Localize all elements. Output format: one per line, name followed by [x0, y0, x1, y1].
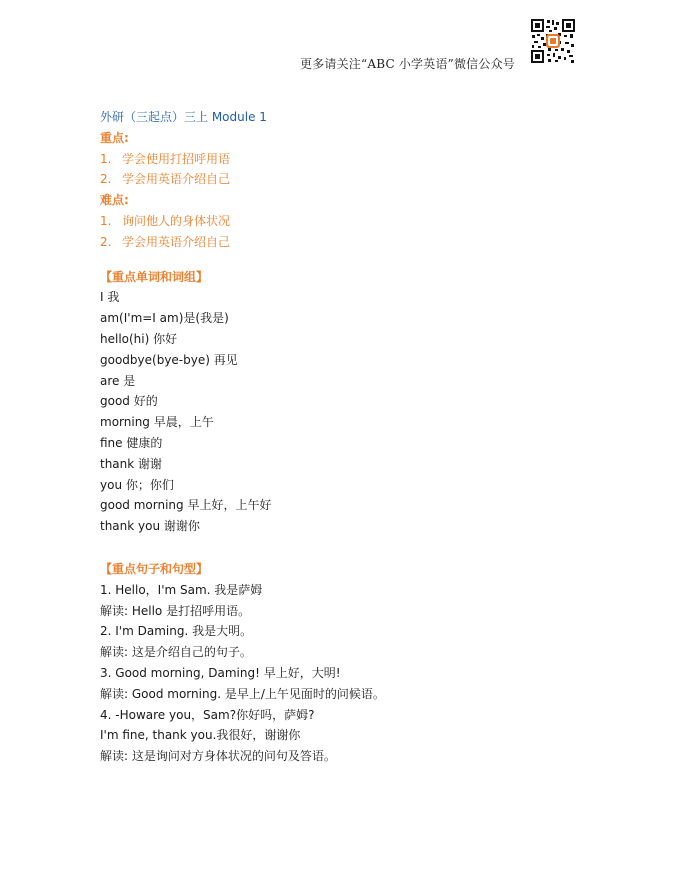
spacer [100, 537, 600, 559]
key-point-item [100, 169, 600, 190]
spacer [100, 253, 600, 267]
vocab-item: good 好的 [100, 394, 158, 409]
vocab-heading: 【重点单词和词组】 [100, 269, 209, 284]
sentence-item: 解读: Hello 是打招呼用语。 [100, 603, 251, 618]
vocab-item: I 我 [100, 290, 120, 305]
sentence-item: 2. I'm Daming. 我是大明。 [100, 624, 253, 639]
vocab-item: you 你；你们 [100, 477, 174, 492]
vocab-item: am(I'm=I am)是(我是) [100, 311, 229, 326]
vocab-item: good morning 早上好，上午好 [100, 498, 272, 513]
list-number: 1. [100, 213, 112, 228]
list-text: 学会用英语介绍自己 [122, 172, 231, 187]
sentence-item: 1. Hello，I'm Sam. 我是萨姆 [100, 582, 263, 597]
sentence-item: I'm fine, thank you.我很好，谢谢你 [100, 728, 301, 743]
sentence-item: 解读: 这是询问对方身体状况的问句及答语。 [100, 749, 336, 764]
vocab-item: goodbye(bye-bye) 再见 [100, 352, 238, 367]
key-points-heading: 重点: [100, 130, 129, 145]
vocab-item: thank 谢谢 [100, 456, 163, 471]
vocab-item: are 是 [100, 373, 136, 388]
qr-code-graphic [530, 18, 576, 64]
follow-notice: 更多请关注“ABC 小学英语”微信公众号 [300, 57, 515, 71]
list-text: 学会使用打招呼用语 [122, 151, 231, 166]
sentence-item: 3. Good morning, Daming! 早上好，大明! [100, 665, 341, 680]
page-title: 外研（三起点）三上 Module 1 [100, 110, 267, 124]
sentence-item: 解读: 这是介绍自己的句子。 [100, 645, 252, 660]
vocab-item: morning 早晨，上午 [100, 415, 214, 430]
list-text: 询问他人的身体状况 [122, 213, 231, 228]
difficult-point-item [100, 211, 600, 232]
key-point-item [100, 149, 600, 170]
difficult-points-heading: 难点: [100, 193, 129, 208]
main-content [100, 107, 600, 767]
sentence-item: 4. -Howare you，Sam?你好吗，萨姆? [100, 707, 315, 722]
vocab-item: thank you 谢谢你 [100, 519, 200, 534]
difficult-point-item [100, 232, 600, 253]
list-text: 学会用英语介绍自己 [122, 234, 231, 249]
vocab-item: fine 健康的 [100, 435, 163, 450]
list-number: 1. [100, 151, 112, 166]
vocab-item: hello(hi) 你好 [100, 331, 178, 346]
list-number: 2. [100, 172, 112, 187]
list-number: 2. [100, 234, 112, 249]
qr-code-icon [530, 18, 576, 64]
sentence-item: 解读: Good morning. 是早上/上午见面时的问候语。 [100, 686, 385, 701]
sentences-heading: 【重点句子和句型】 [100, 561, 209, 576]
